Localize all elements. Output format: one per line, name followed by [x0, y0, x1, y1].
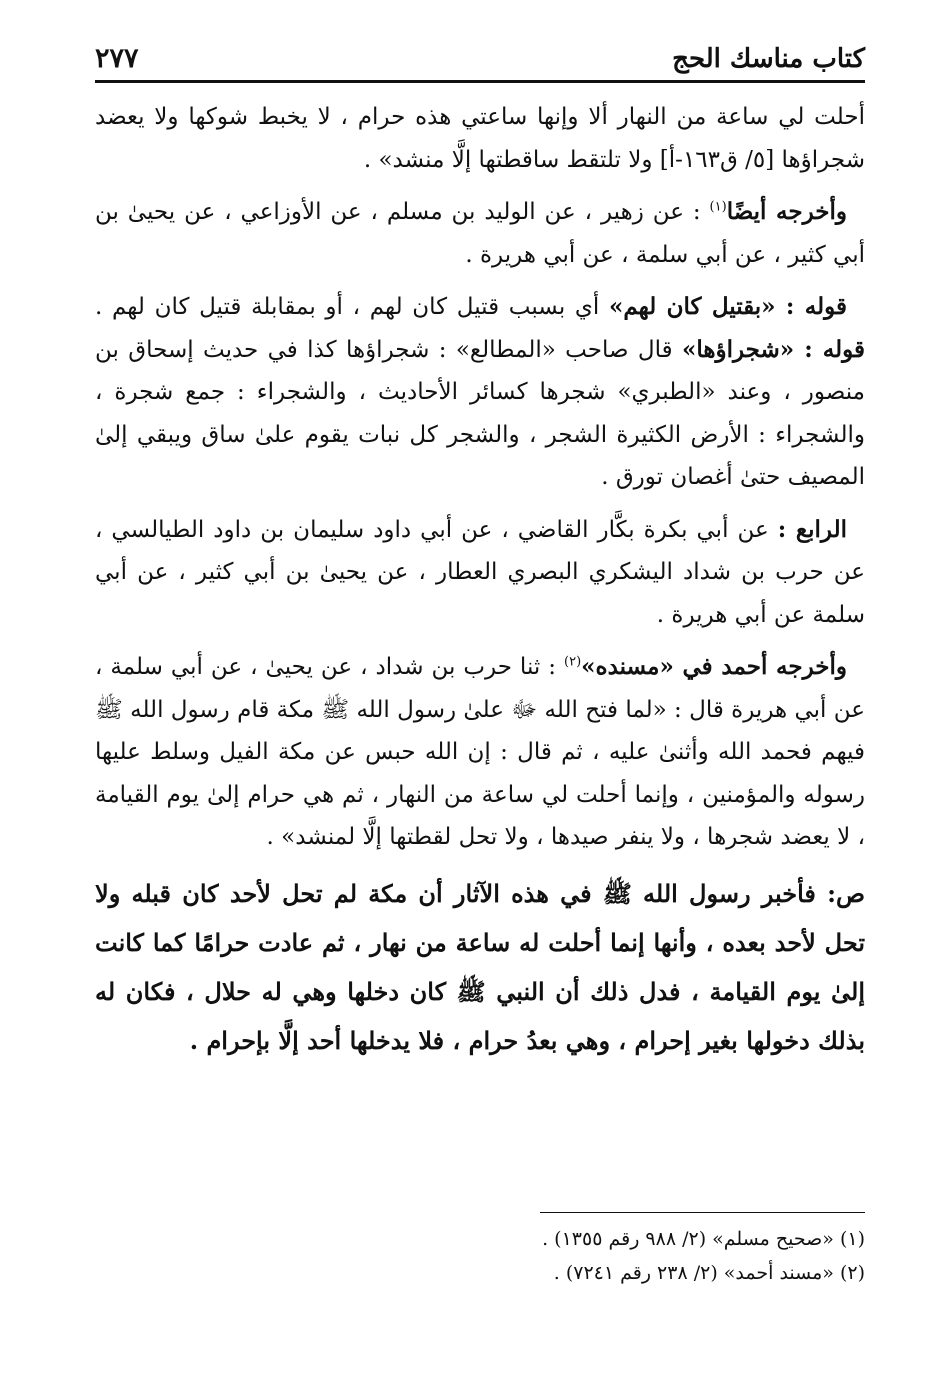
bold-text: الرابع : [777, 515, 847, 543]
text-run: أي بسبب قتيل كان لهم ، أو بمقابلة قتيل كان لهم . [95, 294, 609, 320]
footnote-1: (١) «صحيح مسلم» (٢/ ٩٨٨ رقم ١٣٥٥) . [542, 1228, 865, 1250]
footnote-ref: (٢) [564, 654, 582, 670]
text-run: عن أبي بكرة بكَّار القاضي ، عن أبي داود سليمان بن داود الطيالسي ، عن حرب بن شداد اليشكري البصري العطار ، عن يحيىٰ بن أبي كثير ، عن أبي سلمة عن أبي هريرة . [95, 516, 865, 628]
paragraph [95, 96, 865, 181]
closing-paragraph: ص: فأخبر رسول الله ﷺ في هذه الآثار أن مكة لم تحل لأحد كان قبله ولا تحل لأحد بعده ، وأنها إنما أحلت له ساعة من نهار ، ثم عادت حرامًا كما كانت إلىٰ يوم القيامة ، فدل ذلك أن النبي ﷺ كان دخلها وهي له حلال ، فكان له بذلك دخولها بغير إحرام ، وهي بعدُ حرام ، فلا يدخلها أحد إلَّا بإحرام . [95, 878, 865, 1055]
footnote-2: (٢) «مسند أحمد» (٢/ ٢٣٨ رقم ٧٢٤١) . [553, 1262, 865, 1284]
footnotes [95, 1222, 865, 1290]
text-run: : عن زهير ، عن الوليد بن مسلم ، عن الأوزاعي ، عن يحيىٰ بن أبي كثير ، عن أبي سلمة ، عن أبي هريرة . [95, 199, 865, 268]
paragraph [95, 286, 865, 499]
main-text [95, 96, 865, 1075]
bold-text: وأخرجه أحمد في «مسنده» [581, 653, 847, 680]
paragraph [95, 509, 865, 637]
paragraph [95, 646, 865, 859]
bold-text: قوله : «شجراؤها» [681, 335, 865, 363]
text-run: أحلت لي ساعة من النهار ألا وإنها ساعتي هذه حرام ، لا يخبط شوكها ولا يعضد شجراؤها [٥/ ق١٦٣-أ] ولا تلتقط ساقطتها إلَّا منشد» . [95, 104, 865, 173]
bold-text: وأخرجه أيضًا [726, 198, 847, 225]
text-run: قال صاحب «المطالع» : شجراؤها كذا في حديث إسحاق بن منصور ، وعند «الطبري» شجرها كسائر الأحاديث ، والشجراء : جمع شجرة ، والشجراء : الأرض الكثيرة الشجر ، والشجر كل نبات يقوم علىٰ ساق ويبقي إلىٰ المصيف حتىٰ أغصان تورق . [95, 336, 865, 490]
text-run: : ثنا حرب بن شداد ، عن يحيىٰ ، عن أبي سلمة ، عن أبي هريرة قال : «لما فتح الله ﷻ علىٰ رسول الله ﷺ مكة قام رسول الله ﷺ فيهم فحمد الله وأثنىٰ عليه ، ثم قال : إن الله حبس عن مكة الفيل وسلط عليها رسوله والمؤمنين ، وإنما أحلت لي ساعة من النهار ، ثم هي حرام إلىٰ يوم القيامة ، لا يعضد شجرها ، ولا ينفر صيدها ، ولا تحل لقطتها إلَّا لمنشد» . [95, 654, 865, 850]
page-number: ٢٧٧ [95, 43, 139, 74]
paragraph-list [95, 96, 865, 859]
running-title: كتاب مناسك الحج [672, 44, 865, 74]
page-header [95, 30, 865, 74]
bold-text: قوله : «بقتيل كان لهم» [608, 293, 847, 320]
footnote-ref: (١) [709, 199, 727, 215]
paragraph [95, 191, 865, 276]
footnote-rule [540, 1212, 865, 1213]
header-rule [95, 80, 865, 83]
